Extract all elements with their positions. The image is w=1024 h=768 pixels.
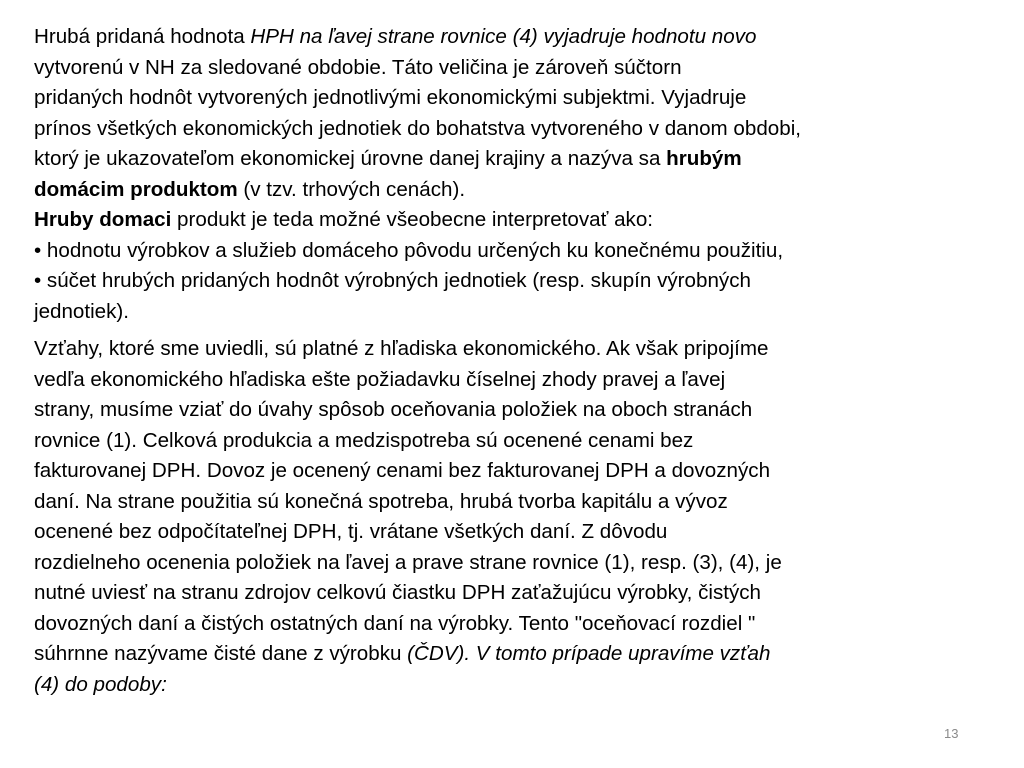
text-line: rovnice (1). Celková produkcia a medzispotreba sú ocenené cenami bez: [34, 428, 694, 452]
text-run: (v tzv. trhových cenách).: [237, 177, 466, 201]
bold-text-run: domácim produktom: [34, 177, 238, 201]
italic-text-line: (4) do podoby:: [34, 672, 167, 696]
bullet-item: • súčet hrubých pridaných hodnôt výrobných jednotiek (resp. skupín výrobných: [34, 269, 751, 292]
text-line: daní. Na strane použitia sú konečná spotreba, hrubá tvorba kapitálu a vývoz: [34, 489, 728, 513]
text-line: [34, 144, 1004, 175]
text-line: prínos všetkých ekonomických jednotiek do bohatstva vytvoreného v danom obdobi,: [34, 116, 801, 140]
italic-text-run: (ČDV). V tomto prípade upravíme vzťah: [407, 642, 771, 665]
text-line: Vzťahy, ktoré sme uviedli, sú platné z hľadiska ekonomického. Ak však pripojíme: [34, 337, 769, 360]
text-line: dovozných daní a čistých ostatných daní na výrobky. Tento "oceňovací rozdiel ": [34, 611, 756, 635]
text-run: Hrubá pridaná hodnota: [34, 25, 251, 48]
bullet-item: • hodnotu výrobkov a služieb domáceho pôvodu určených ku konečnému použitiu,: [34, 238, 784, 262]
slide-page-number: 13: [944, 726, 959, 741]
text-line: rozdielneho ocenenia položiek na ľavej a prave strane rovnice (1), resp. (3), (4), je: [34, 550, 782, 574]
text-line: jednotiek).: [34, 299, 130, 323]
text-line: strany, musíme vziať do úvahy spôsob oceňovania položiek na oboch stranách: [34, 398, 753, 421]
text-line: pridaných hodnôt vytvorených jednotlivými ekonomickými subjektmi. Vyjadruje: [34, 86, 747, 109]
text-run: súhrnne nazývame čisté dane z výrobku: [34, 642, 408, 665]
text-line: [34, 205, 1004, 236]
bold-text-run: Hruby domaci: [34, 208, 172, 231]
text-line: [34, 639, 1004, 670]
paragraph-valuation: [34, 334, 1004, 700]
text-line: [34, 22, 1004, 53]
italic-text-run: HPH na ľavej strane rovnice (4) vyjadruje hodnotu novo: [250, 25, 757, 48]
text-line: nutné uviesť na stranu zdrojov celkovú čiastku DPH zaťažujúcu výrobky, čistých: [34, 581, 762, 604]
text-run: produkt je teda možné všeobecne interpretovať ako:: [171, 208, 653, 231]
text-line: fakturovanej DPH. Dovoz je ocenený cenami bez fakturovanej DPH a dovozných: [34, 459, 771, 482]
text-line: ocenené bez odpočítateľnej DPH, tj. vrátane všetkých daní. Z dôvodu: [34, 520, 668, 543]
text-run: ktorý je ukazovateľom ekonomickej úrovne danej krajiny a nazýva sa: [34, 147, 667, 170]
paragraph-gross-value-added: [34, 22, 1004, 327]
bold-text-run: hrubým: [666, 147, 742, 170]
text-line: vytvorenú v NH za sledované obdobie. Táto veličina je zároveň súčtorn: [34, 55, 682, 79]
text-line: vedľa ekonomického hľadiska ešte požiadavku číselnej zhody pravej a ľavej: [34, 367, 726, 391]
text-line: [34, 175, 1004, 206]
